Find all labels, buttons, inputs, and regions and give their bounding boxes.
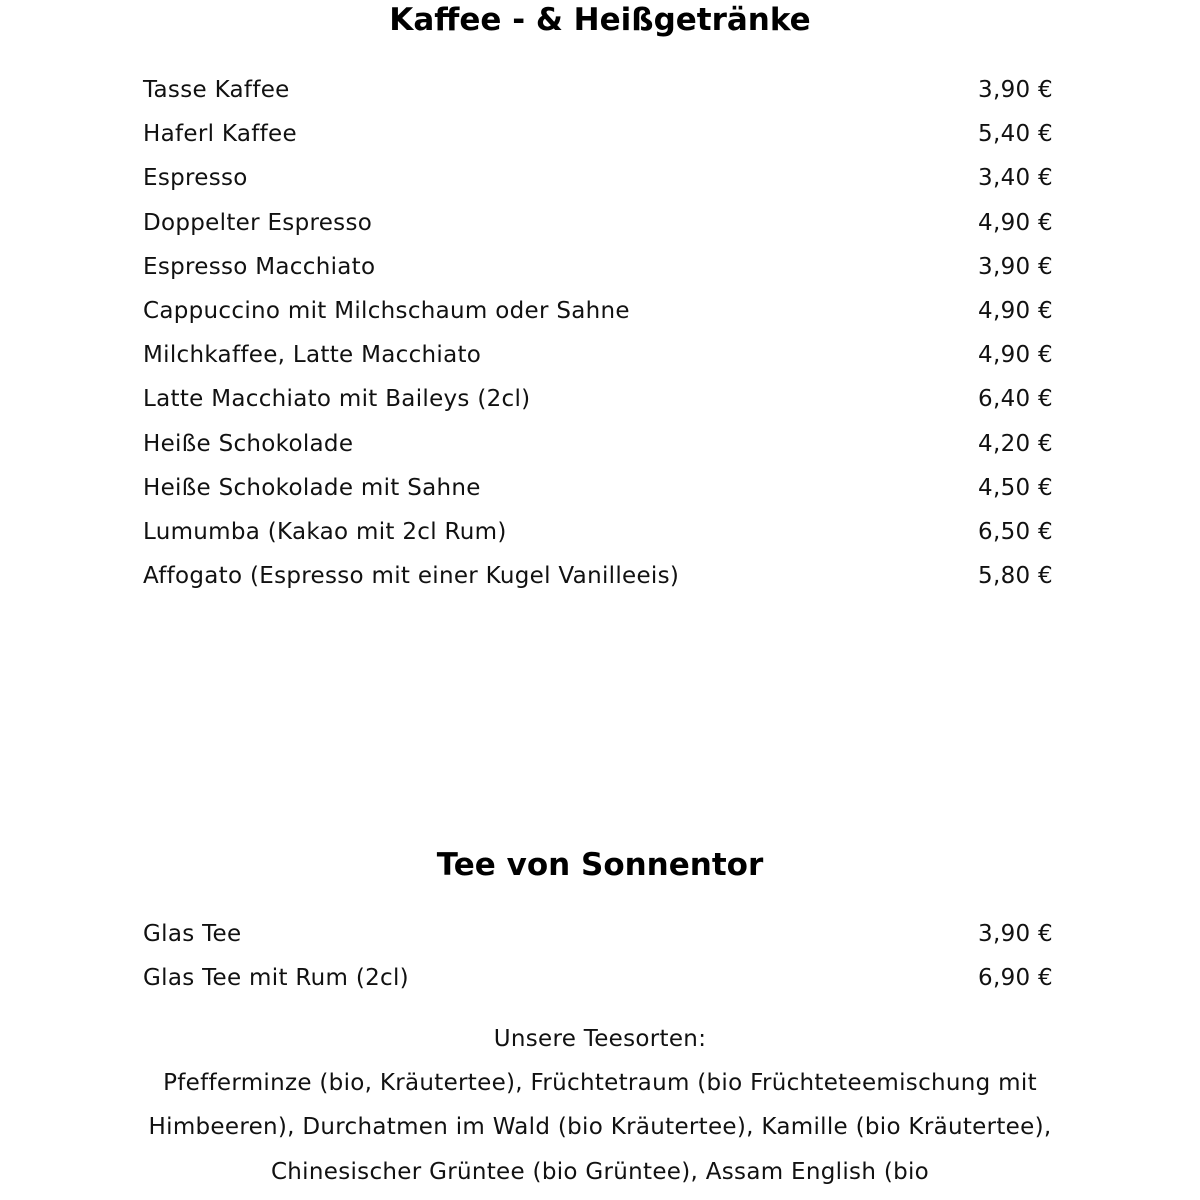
coffee-section-title: Kaffee - & Heißgetränke bbox=[389, 2, 811, 38]
item-name: Haferl Kaffee bbox=[143, 121, 297, 148]
item-name: Lumumba (Kakao mit 2cl Rum) bbox=[143, 518, 507, 545]
item-price: 4,50 € bbox=[978, 474, 1053, 501]
item-price: 5,40 € bbox=[978, 121, 1053, 148]
item-name: Milchkaffee, Latte Macchiato bbox=[143, 342, 482, 369]
item-name: Cappuccino mit Milchschaum oder Sahne bbox=[143, 298, 630, 325]
item-price: 4,90 € bbox=[978, 298, 1053, 325]
menu-item bbox=[143, 377, 1053, 421]
item-price: 6,90 € bbox=[978, 965, 1053, 992]
item-name: Heiße Schokolade bbox=[143, 430, 354, 457]
item-price: 6,50 € bbox=[978, 518, 1053, 545]
item-name: Glas Tee mit Rum (2cl) bbox=[143, 965, 409, 992]
item-price: 4,20 € bbox=[978, 430, 1053, 457]
menu-item bbox=[143, 201, 1053, 245]
menu-item bbox=[143, 112, 1053, 156]
menu-item bbox=[143, 554, 1053, 598]
item-price: 3,90 € bbox=[978, 921, 1053, 948]
menu-item bbox=[143, 333, 1053, 377]
tea-sorts-text: Pfefferminze (bio, Kräutertee), Früchtetraum (bio Früchteteemischung mit Himbeeren), Durchatmen im Wald (bio Kräutertee), Kamille (bio Kräutertee), Chinesischer Grüntee (bio Grüntee), Assam English (bio bbox=[148, 1070, 1052, 1185]
tea-sorts-heading: Unsere Teesorten: bbox=[493, 1026, 707, 1052]
tea-sorts-block bbox=[140, 1017, 1060, 1194]
menu-item bbox=[143, 912, 1053, 956]
item-name: Doppelter Espresso bbox=[143, 209, 373, 236]
menu-item bbox=[143, 289, 1053, 333]
menu-item bbox=[143, 68, 1053, 112]
menu-item bbox=[143, 245, 1053, 289]
menu-item bbox=[143, 422, 1053, 466]
item-price: 3,90 € bbox=[978, 77, 1053, 104]
item-name: Tasse Kaffee bbox=[143, 77, 290, 104]
item-name: Latte Macchiato mit Baileys (2cl) bbox=[143, 386, 531, 413]
menu-item bbox=[143, 156, 1053, 200]
item-name: Espresso Macchiato bbox=[143, 253, 376, 280]
item-price: 4,90 € bbox=[978, 209, 1053, 236]
coffee-menu-list bbox=[143, 68, 1053, 598]
menu-item bbox=[143, 466, 1053, 510]
item-price: 4,90 € bbox=[978, 342, 1053, 369]
menu-item bbox=[143, 956, 1053, 1000]
tea-menu-list bbox=[143, 912, 1053, 1000]
item-price: 3,90 € bbox=[978, 253, 1053, 280]
item-name: Glas Tee bbox=[143, 921, 242, 948]
item-name: Affogato (Espresso mit einer Kugel Vanilleeis) bbox=[143, 563, 680, 590]
item-name: Heiße Schokolade mit Sahne bbox=[143, 474, 481, 501]
item-price: 6,40 € bbox=[978, 386, 1053, 413]
item-price: 3,40 € bbox=[978, 165, 1053, 192]
item-name: Espresso bbox=[143, 165, 248, 192]
menu-item bbox=[143, 510, 1053, 554]
item-price: 5,80 € bbox=[978, 563, 1053, 590]
tea-section-title: Tee von Sonnentor bbox=[436, 847, 764, 883]
